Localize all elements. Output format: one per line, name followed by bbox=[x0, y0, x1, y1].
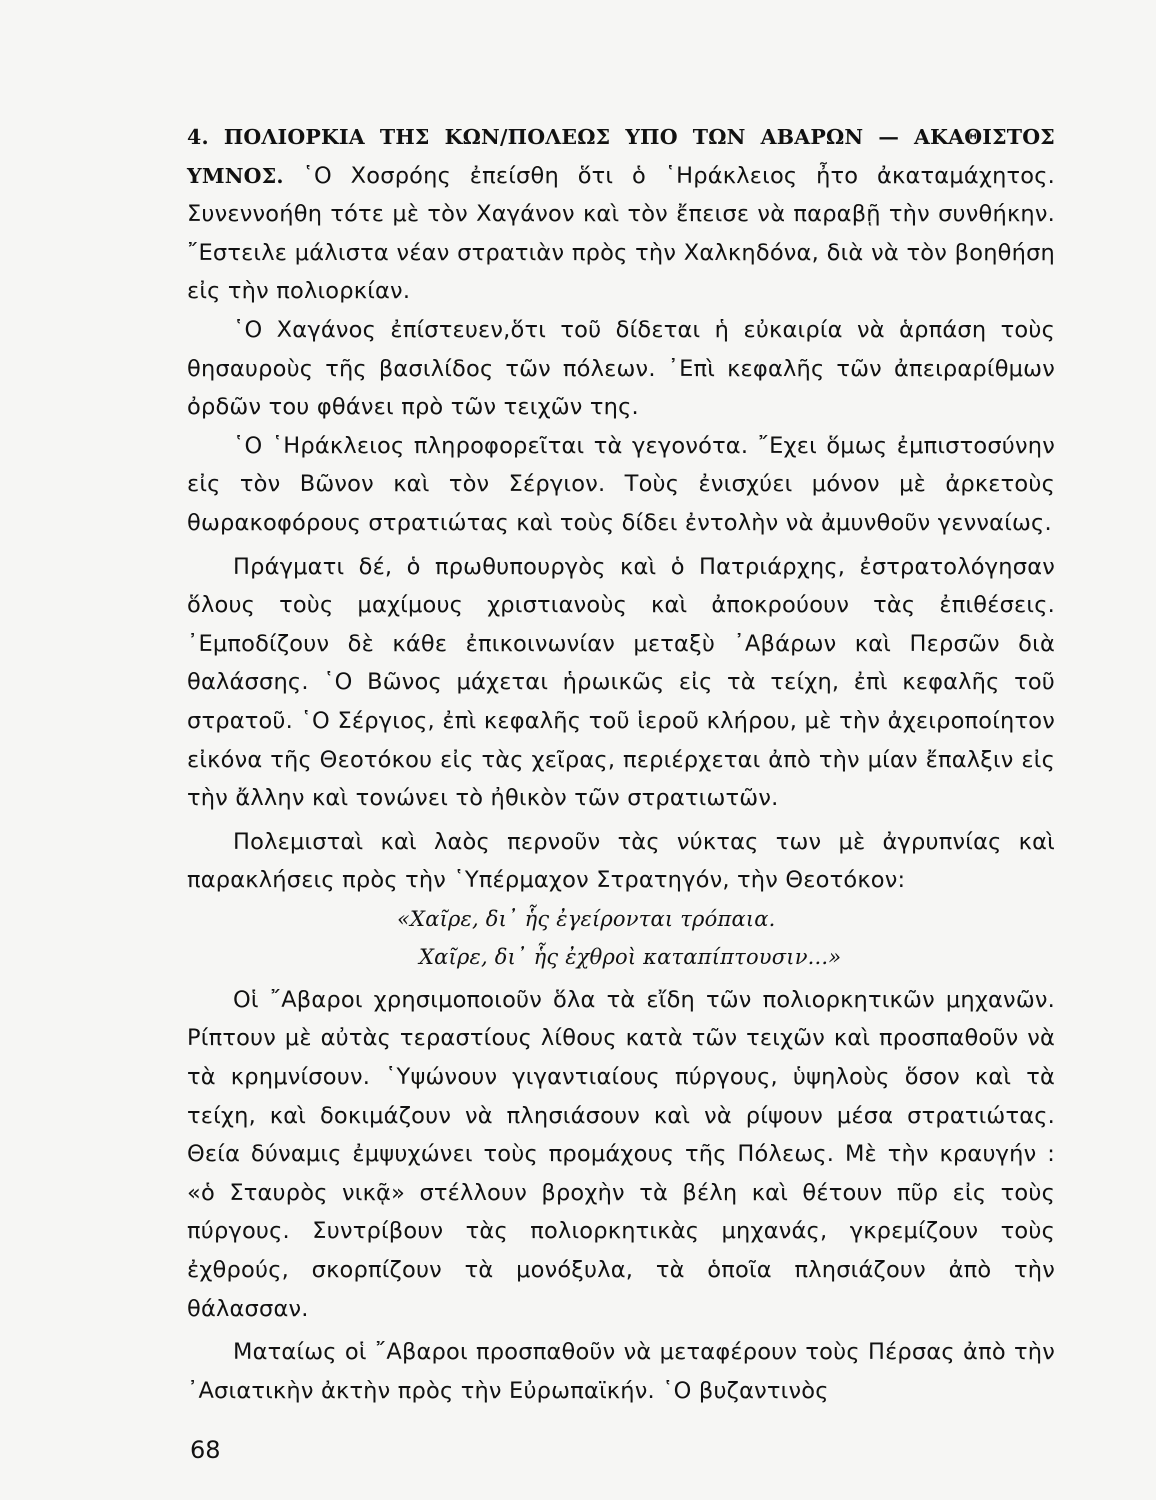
hymn-quote bbox=[187, 900, 1055, 976]
paragraph-1 bbox=[187, 118, 1055, 311]
paragraph-7: Ματαίως οἱ ῎Αβαροι προσπαθοῦν νὰ μεταφέρουν τοὺς Πέρσας ἀπὸ τὴν ᾽Ασιατικὴν ἀκτὴν πρὸς τὴν Εὐρωπαϊκήν. ῾Ο βυζαντινὸς bbox=[187, 1339, 1055, 1404]
quote-line-1: «Χαῖρε, δι᾽ ἧς ἐγείρονται τρόπαια. bbox=[397, 906, 776, 931]
section-title: ΠΟΛΙΟΡΚΙΑ ΤΗΣ ΚΩΝ/ΠΟΛΕΩΣ ΥΠΟ ΤΩΝ ΑΒΑΡΩΝ — ΑΚΑΘΙΣΤΟΣ ΥΜΝΟΣ. bbox=[187, 125, 1055, 188]
section-number: 4. bbox=[187, 125, 209, 149]
paragraph-5: Πολεμισταὶ καὶ λαὸς περνοῦν τὰς νύκτας των μὲ ἀγρυπνίας καὶ παρακλήσεις πρὸς τὴν ῾Υπέρμαχον Στρατηγόν, τὴν Θεοτόκον: bbox=[187, 828, 1055, 894]
quote-line-2: Χαῖρε, δι᾽ ἧς ἐχθροὶ καταπίπτουσιν...» bbox=[419, 944, 842, 969]
paragraph-4: Πράγματι δέ, ὁ πρωθυπουργὸς καὶ ὁ Πατριάρχης, ἐστρατολόγησαν ὅλους τοὺς μαχίμους χριστιανοὺς καὶ ἀποκρούουν τὰς ἐπιθέσεις. ᾽Εμποδίζουν δὲ κάθε ἐπικοινωνίαν μεταξὺ ᾽Αβάρων καὶ Περσῶν διὰ θαλάσσης. ῾Ο Βῶνος μάχεται ἡρωικῶς εἰς τὰ τείχη, ἐπὶ κεφαλῆς τοῦ στρατοῦ. ῾Ο Σέργιος, ἐπὶ κεφαλῆς τοῦ ἱεροῦ κλήρου, μὲ τὴν ἀχειροποίητον εἰκόνα τῆς Θεοτόκου εἰς τὰς χεῖρας, περιέρχεται ἀπὸ τὴν μίαν ἔπαλξιν εἰς τὴν ἄλλην καὶ τονώνει τὸ ἠθικὸν τῶν στρατιωτῶν. bbox=[187, 553, 1055, 812]
paragraph-3: ῾Ο ῾Ηράκλειος πληροφορεῖται τὰ γεγονότα. ῎Εχει ὅμως ἐμπιστοσύνην εἰς τὸν Βῶνον καὶ τὸν Σέργιον. Τοὺς ἐνισχύει μόνον μὲ ἀρκετοὺς θωρακοφόρους στρατιώτας καὶ τοὺς δίδει ἐντολὴν νὰ ἀμυνθοῦν γενναίως. bbox=[187, 432, 1055, 536]
paragraph-1-text: ῾Ο Χοσρόης ἐπείσθη ὅτι ὁ ῾Ηράκλειος ἦτο ἀκαταμάχητος. Συνεννοήθη τότε μὲ τὸν Χαγάνον καὶ τὸν ἔπεισε νὰ παραβῇ τὴν συνθήκην. ῎Εστειλε μάλιστα νέαν στρατιὰν πρὸς τὴν Χαλκηδόνα, διὰ νὰ τὸν βοηθήση εἰς τὴν πολιορκίαν. bbox=[187, 162, 1055, 305]
page-number: 68 bbox=[190, 1436, 221, 1464]
paragraph-6: Οἱ ῎Αβαροι χρησιμοποιοῦν ὅλα τὰ εἴδη τῶν πολιορκητικῶν μηχανῶν. Ρίπτουν μὲ αὐτὰς τεραστίους λίθους κατὰ τῶν τειχῶν καὶ προσπαθοῦν νὰ τὰ κρημνίσουν. ῾Υψώνουν γιγαντιαίους πύργους, ὑψηλοὺς ὅσον καὶ τὰ τείχη, καὶ δοκιμάζουν νὰ πλησιάσουν καὶ νὰ ρίψουν μέσα στρατιώτας. Θεία δύναμις ἐμψυχώνει τοὺς προμάχους τῆς Πόλεως. Μὲ τὴν κραυγήν : «ὁ Σταυρὸς νικᾷ» στέλλουν βροχὴν τὰ βέλη καὶ θέτουν πῦρ εἰς τοὺς πύργους. Συντρίβουν τὰς πολιορκητικὰς μηχανάς, γκρεμίζουν τοὺς ἐχθρούς, σκορπίζουν τὰ μονόξυλα, τὰ ὁποῖα πλησιάζουν ἀπὸ τὴν θάλασσαν. bbox=[187, 986, 1055, 1322]
paragraph-2: ῾Ο Χαγάνος ἐπίστευεν,ὅτι τοῦ δίδεται ἡ εὐκαιρία νὰ ἁρπάση τοὺς θησαυροὺς τῆς βασιλίδος τῶν πόλεων. ᾽Επὶ κεφαλῆς τῶν ἀπειραρίθμων ὀρδῶν του φθάνει πρὸ τῶν τειχῶν της. bbox=[187, 316, 1055, 421]
page-text bbox=[187, 118, 1055, 1410]
